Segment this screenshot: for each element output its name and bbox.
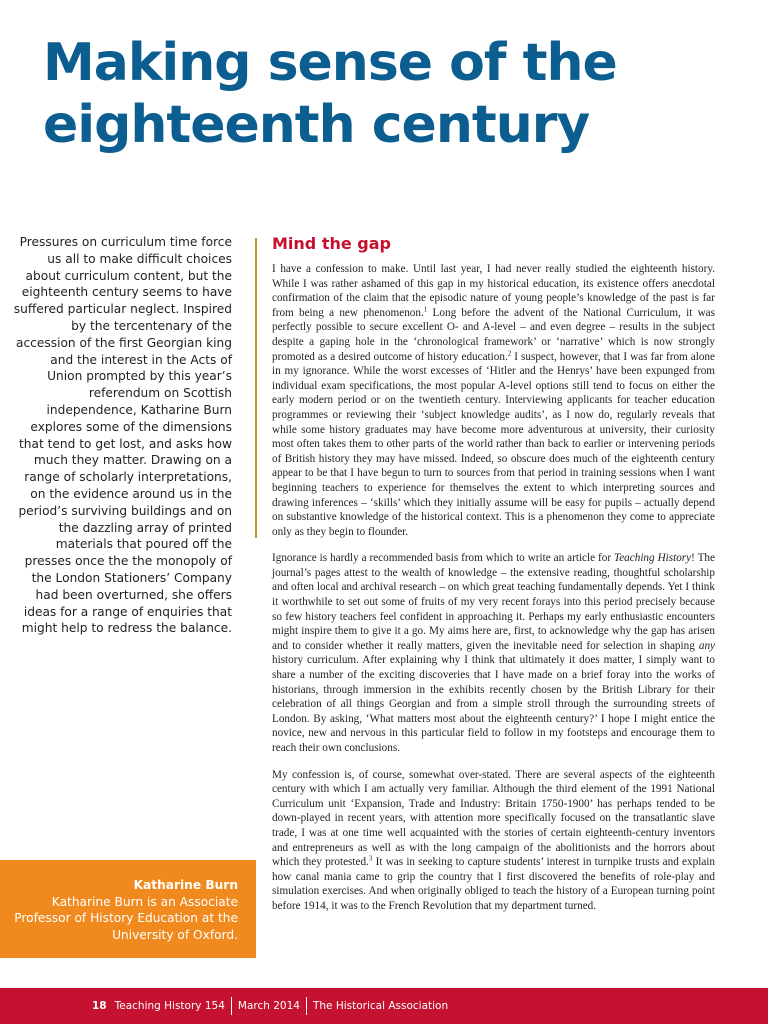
paragraph-text: Teaching History xyxy=(614,552,692,565)
footnote-marker: 2 xyxy=(507,348,512,357)
footer-publisher: The Historical Association xyxy=(312,1000,449,1012)
paragraph-text: any xyxy=(698,639,715,652)
paragraph-text: Ignorance is hardly a recommended basis from which to write an article for xyxy=(272,552,615,565)
paragraph-text: Long before the advent of the National Curriculum, it was perfectly possible to secure excellent O- and A-level – and even degree – results in the subject despite a gaping hole in the ‘chronological framework’ or ‘narrative’ which is now strongly promoted as a desired outcome of history education. xyxy=(272,306,715,363)
article-body xyxy=(272,262,715,926)
paragraph-text: history curriculum. After explaining why I think that ultimately it does matter, I simply want to share a number of the exciting discoveries that I have made on a brief foray into the works of historians, through immersion in the exhibits recently chosen by the British Library for their celebration of all things Georgian and from a simple stroll through the surrounding streets of London. By asking, ‘What matters most about the eighteenth century?’ I hope I might entice the novice, new and nervous in this particular field to follow in my footsteps and encourage them to reach their own conclusions. xyxy=(272,654,715,754)
article-paragraph xyxy=(272,551,715,755)
page-footer xyxy=(0,988,768,1024)
author-name: Katharine Burn xyxy=(133,878,238,892)
title-line-2: eighteenth century xyxy=(43,95,590,155)
author-bio: Katharine Burn is an Associate Professor of History Education at the University of Oxford. xyxy=(14,894,238,942)
footnote-marker: 1 xyxy=(423,305,428,314)
page-title xyxy=(43,32,743,156)
paragraph-text: ! The journal’s pages attest to the wealth of knowledge – the extensive reading, thoughtful scholarship and often local and archival research – on which great teaching fundamentally depends. Yet I think it worthwhile to set out some of fruits of my very recent forays into this period precisely because so few history teachers feel confident in approaching it. Perhaps my early enthusiastic encounters might inspire them to give it a go. My aims here are, first, to acknowledge why the gap has arisen and to consider whether it really matters, given the inevitable need for selection in shaping xyxy=(272,552,715,652)
paragraph-text: It was in seeking to capture students’ interest in turnpike trusts and explain how canal mania came to grip the country that I first discovered the benefits of role-play and simulation exercises. And when originally obliged to teach the history of a European turning point before 1914, it was to the French Revolution that my department turned. xyxy=(272,856,715,912)
footer-separator xyxy=(306,997,307,1015)
paragraph-text: I suspect, however, that I was far from alone in my ignorance. While the worst excesses of ‘Hitler and the Henrys’ have been expunged from individual exam specifications, the most popular A-level options still tend to focus on either the early modern period or on the twentieth century. Interviewing applicants for teacher education programmes or reviewing their ‘subject knowledge audits’, as I now do, regularly reveals that while some history graduates may have become more adventurous at university, their curiosity most often takes them to other parts of the world rather than back to earlier or intervening periods of British history they may have missed. Indeed, so obscure does much of the eighteenth century appear to be that I have begun to turn to sources from that period in training sessions when I want beginning teachers to experience for themselves the extent to which interpreting sources and drawing inferences – ‘skills’ which they initially assume will be easy for pupils – actually depend on substantive knowledge of the historical context. This is a phenomenon they come to appreciate only as they begin to flounder. xyxy=(272,350,715,538)
paragraph-text: I have a confession to make. Until last year, I had never really studied the eighteenth history. While I was rather ashamed of this gap in my historical education, its existence offers anecdotal confirmation of the claim that the episodic nature of young people’s knowledge of the past is far from being a new phenomenon. xyxy=(272,263,715,319)
footer-journal: Teaching History 154 xyxy=(114,1000,225,1012)
paragraph-text: My confession is, of course, somewhat over-stated. There are several aspects of the eighteenth century with which I am actually very familiar. Although the third element of the 1991 National Curriculum unit ‘Expansion, Trade and Industry: Britain 1750-1900’ has perhaps tended to be down-played in recent years, with attention more specifically focused on the transatlantic slave trade, I was at one time well acquainted with the stories of certain eighteenth-century inventors and entrepreneurs as well as with the long campaign of the abolitionists and the horrors about which they protested. xyxy=(272,768,715,869)
page-number: 18 xyxy=(92,1000,107,1012)
section-heading: Mind the gap xyxy=(272,234,391,253)
article-paragraph xyxy=(272,768,715,914)
article-paragraph xyxy=(272,262,715,539)
heading-rule xyxy=(255,238,257,538)
title-line-1: Making sense of the xyxy=(43,33,617,93)
footer-separator xyxy=(231,997,232,1015)
footer-date: March 2014 xyxy=(237,1000,300,1012)
footnote-marker: 3 xyxy=(368,854,373,863)
author-box xyxy=(0,860,256,958)
intro-standfirst: Pressures on curriculum time force us all to make difficult choices about curriculum content, but the eighteenth century seems to have suffered particular neglect. Inspired by the tercentenary of the accession of the first Georgian king and the interest in the Acts of Union prompted by this year’s referendum on Scottish independence, Katharine Burn explores some of the dimensions that tend to get lost, and asks how much they matter. Drawing on a range of scholarly interpretations, on the evidence around us in the period’s surviving buildings and on the dazzling array of printed materials that poured off the presses once the the monopoly of the London Stationers’ Company had been overturned, she offers ideas for a range of enquiries that might help to redress the balance. xyxy=(13,235,232,636)
